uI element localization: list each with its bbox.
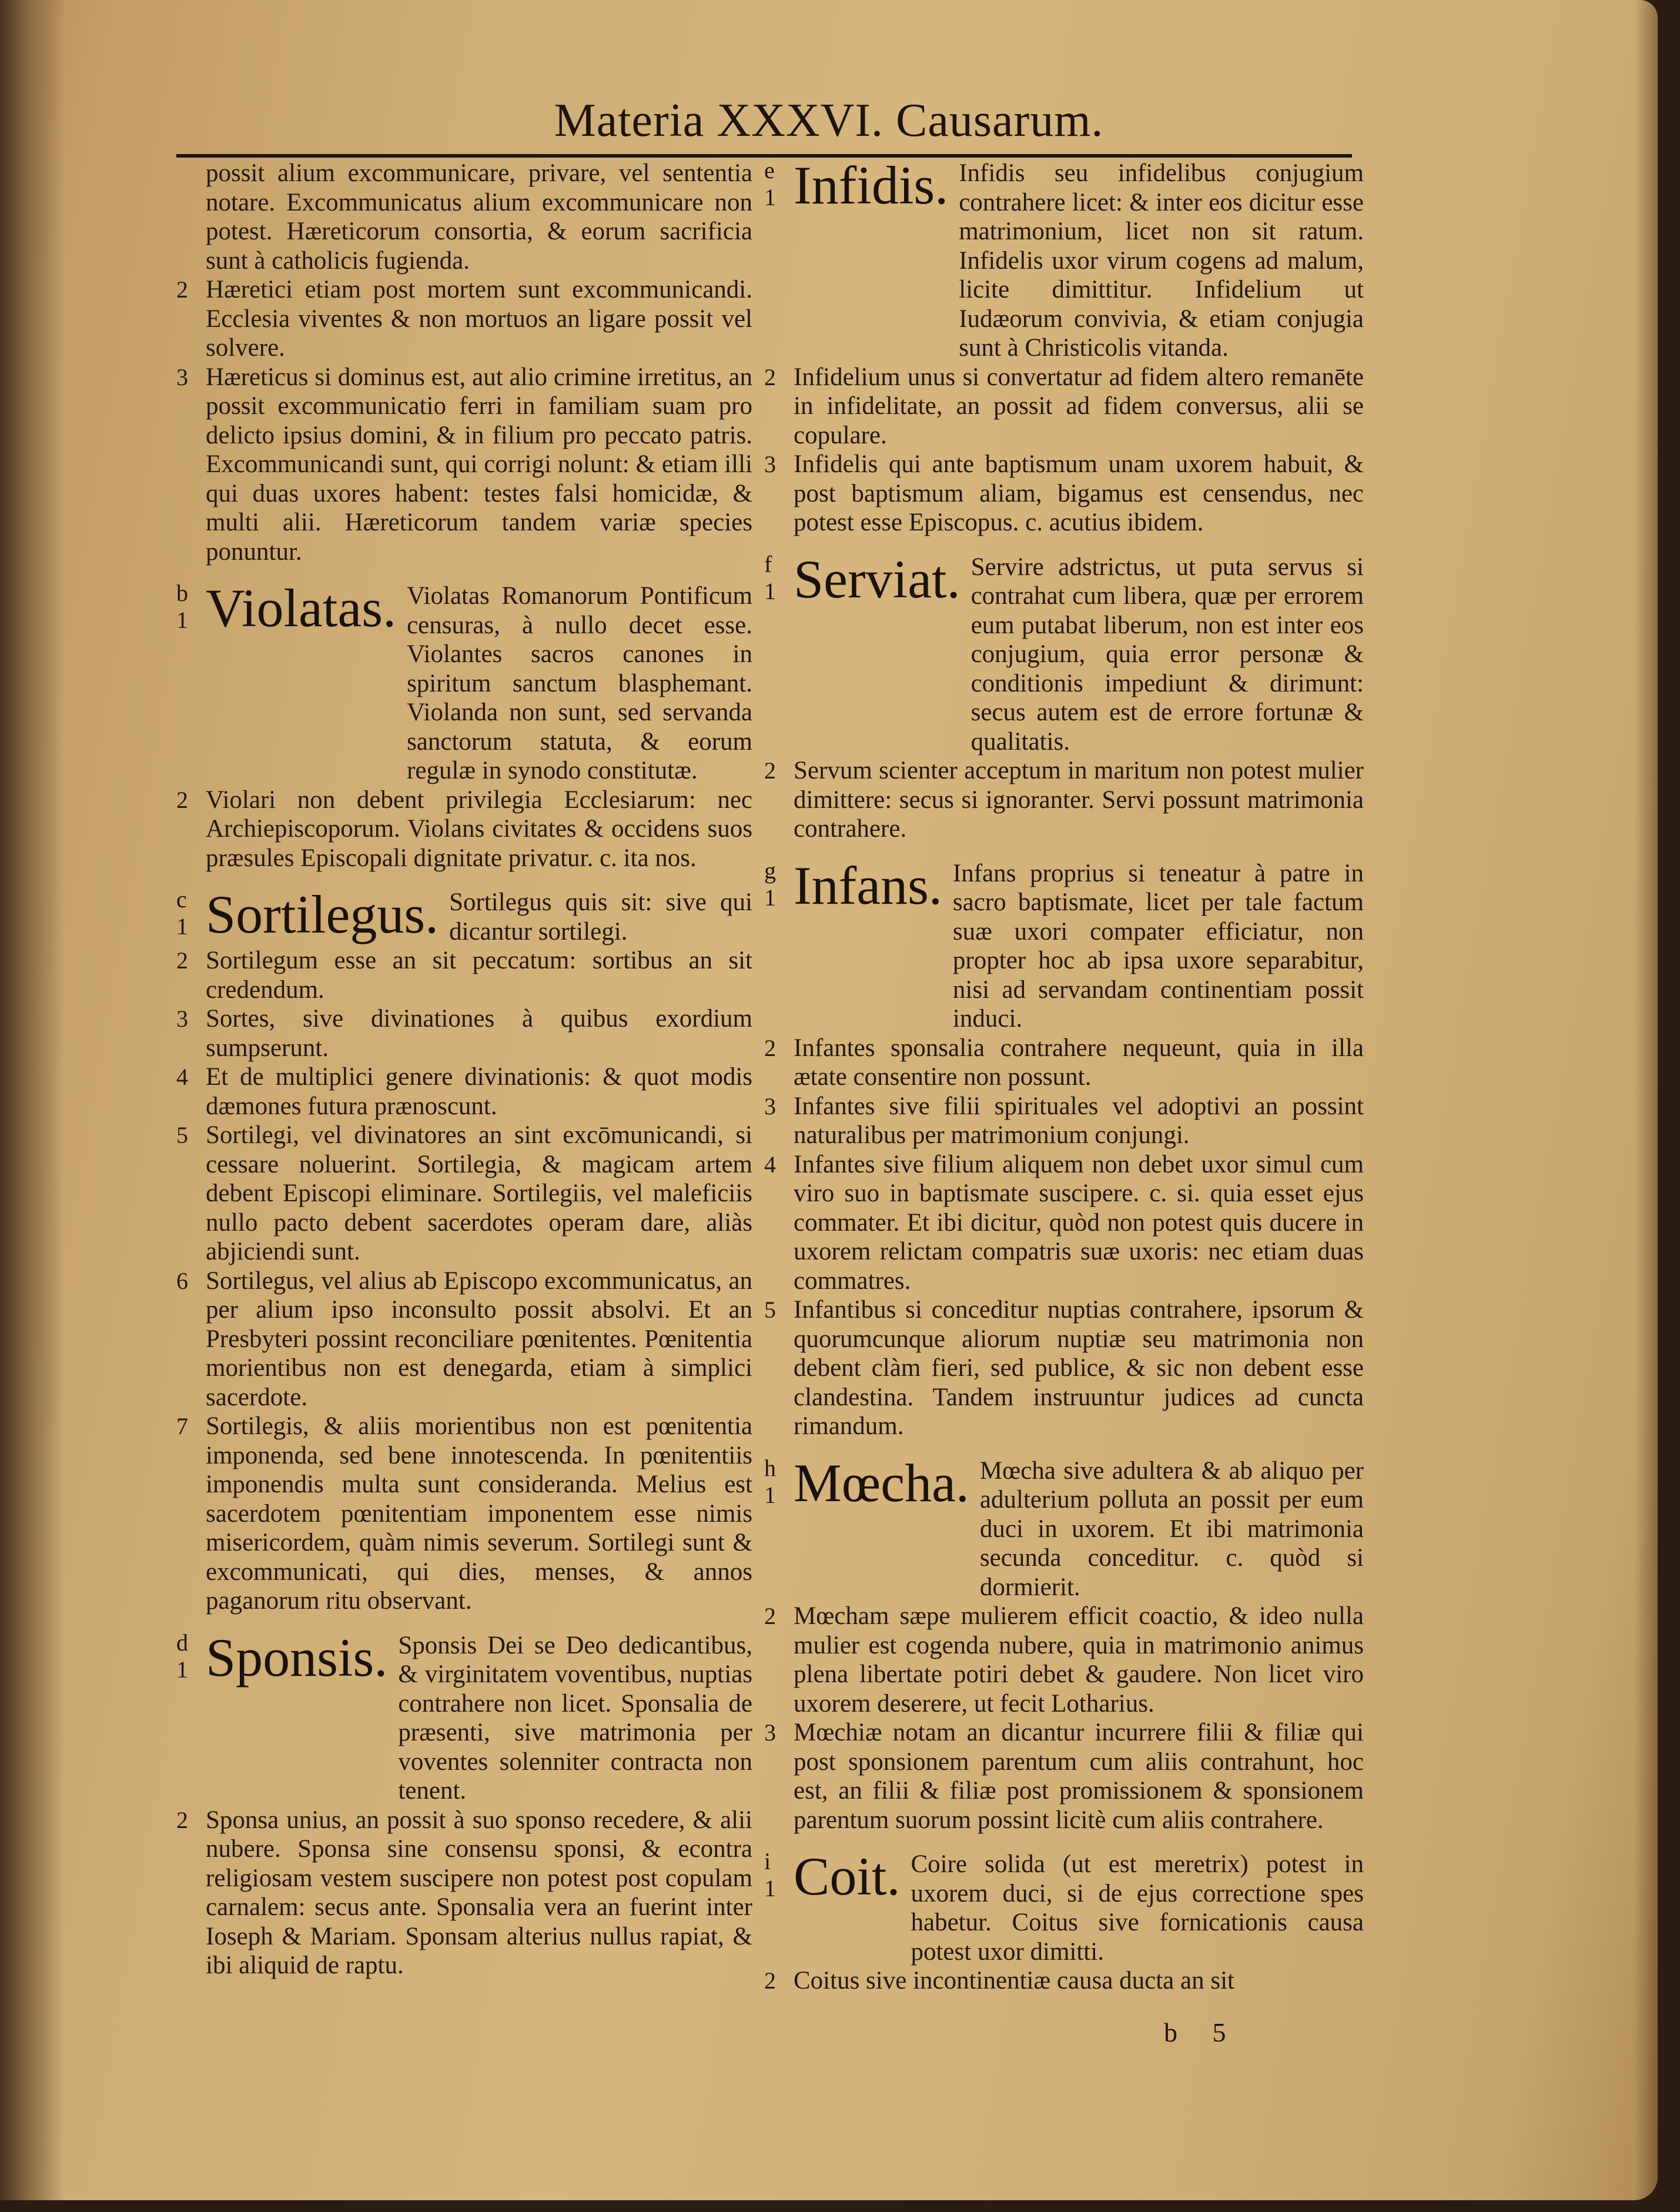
numbered-entry (176, 946, 752, 1004)
section-head (176, 884, 752, 946)
margin-marks (764, 859, 794, 910)
entry-text: Infantes sponsalia contrahere nequeunt, quia in illa ætate consentire non possunt. (794, 1034, 1364, 1091)
numbered-entry (764, 1092, 1364, 1150)
numbered-entry (176, 1806, 752, 1980)
numbered-entry (176, 1004, 752, 1062)
entry-text: Mœchiæ notam an dicantur incurrere filii & filiæ qui post sponsionem parentum cum aliis contrahunt, hoc est, an filii & filiæ post promissionem & sponsionem parentum suorum possint licitè cum aliis contrahere. (794, 1719, 1364, 1834)
numbered-entry (764, 1150, 1364, 1296)
section-intro: Sortilegus quis sit: sive qui dicantur sortilegi. (449, 888, 752, 945)
entry-text: Servum scienter acceptum in maritum non potest mulier dimittere: secus si ignoranter. Servi possunt matrimonia contrahere. (794, 757, 1364, 843)
entry-number: 4 (176, 1064, 188, 1090)
headword: Infidis. (794, 155, 949, 215)
page-edge (1634, 0, 1658, 2200)
numbered-entry (764, 1602, 1364, 1718)
entry-text: Hæreticus si dominus est, aut alio crimine irretitus, an possit excommunicatio ferri in familiam suam pro delicto ipsius domini, & in filium pro peccato patris. Excommunicandi sunt, qui corrigi nolunt: & etiam illi qui duas uxores habent: testes falsi homicidæ, & multi alii. Hæreticorum tandem variæ species ponuntur. (206, 363, 752, 566)
section-head (176, 578, 752, 786)
entry-number: 5 (764, 1297, 776, 1323)
numbered-entry (764, 450, 1364, 537)
gloss-section (764, 155, 1364, 537)
gloss-section (764, 1846, 1364, 1996)
entry-text: Sortilegus, vel alius ab Episcopo excommunicatus, an per alium ipso inconsulto possit absolvi. Et an Presbyteri possint reconciliare pœnitentes. Pœnitentia morientibus non est denegarda, etiam à simplici sacerdote. (206, 1267, 752, 1411)
margin-marks (176, 888, 206, 938)
entry-text: Violari non debent privilegia Ecclesiarum: nec Archiepiscoporum. Violans civitates & occidens suos præsules Episcopali dignitate privatur. c. ita nos. (206, 786, 752, 872)
item-number-one: 1 (764, 1481, 776, 1508)
section-intro: Infidis seu infidelibus conjugium contrahere licet: & inter eos dicitur esse matrimonium, licet non sit ratum. Infidelis uxor virum cogens ad malum, licite dimittitur. Infidelium ut Iudæorum convivia, & etiam conjugia sunt à Christicolis vitanda. (959, 159, 1364, 362)
entry-number: 2 (176, 786, 188, 813)
section-letter: h (764, 1454, 776, 1481)
item-number-one: 1 (176, 1656, 188, 1683)
entry-text: Coitus sive incontinentiæ causa ducta an sit (794, 1967, 1234, 1994)
section-intro: Mœcha sive adultera & ab aliquo per adulterium polluta an possit per eum duci in uxorem. Et ibi matrimonia secunda conceditur. c. quòd si dormierit. (979, 1456, 1364, 1601)
gloss-section (764, 855, 1364, 1441)
right-column (764, 155, 1364, 1996)
entry-number: 7 (176, 1413, 188, 1439)
section-head (176, 1627, 752, 1806)
section-head (764, 155, 1364, 363)
section-letter: f (764, 550, 772, 577)
section-letter: d (176, 1629, 188, 1656)
entry-text: possit alium excommunicare, privare, vel sententia notare. Excommunicatus alium excommunicare non potest. Hæreticorum consortia, & eorum sacrificia sunt à catholicis fugienda. (206, 159, 752, 275)
numbered-entry (176, 363, 752, 567)
numbered-entry (764, 1718, 1364, 1835)
item-number-one: 1 (764, 577, 776, 604)
entry-text: Infantes sive filii spirituales vel adoptivi an possint naturalibus per matrimonium conjungi. (794, 1092, 1364, 1149)
headword: Mœcha. (794, 1452, 969, 1513)
headword: Sponsis. (206, 1627, 388, 1688)
entry-text: Sponsa unius, an possit à suo sponso recedere, & alii nubere. Sponsa sine consensu sponsi, & econtra religiosam vestem suscipere non potest post copulam carnalem: secus ante. Sponsalia vera an fuerint inter Ioseph & Mariam. Sponsam alterius nullus rapiat, & ibi aliquid de raptu. (206, 1806, 752, 1979)
margin-marks (764, 159, 794, 209)
margin-marks (176, 582, 206, 632)
numbered-entry (764, 1034, 1364, 1092)
numbered-entry (176, 786, 752, 873)
numbered-entry (764, 363, 1364, 450)
entry-number: 2 (176, 947, 188, 974)
gloss-section (176, 159, 752, 566)
entry-text: Infidelium unus si convertatur ad fidem altero remanēte in infidelitate, an possit ad fidem conversus, alii se copulare. (794, 363, 1364, 449)
numbered-entry (176, 159, 752, 275)
margin-marks (764, 1456, 794, 1507)
entry-text: Infantibus si conceditur nuptias contrahere, ipsorum & quorumcunque aliorum nuptiæ seu matrimonia non debent clàm fieri, sed publice, & sic non debent esse clandestina. Tandem instruuntur judices ad cuncta rimandum. (794, 1296, 1364, 1440)
gloss-section (176, 578, 752, 873)
entry-number: 2 (764, 757, 776, 784)
entry-number: 2 (764, 1967, 776, 1994)
item-number-one: 1 (764, 1875, 776, 1902)
entry-number: 3 (176, 1005, 188, 1032)
headword: Violatas. (206, 578, 397, 638)
entry-number: 2 (764, 1603, 776, 1629)
section-letter: c (176, 886, 187, 913)
margin-marks (764, 1850, 794, 1900)
entry-number: 6 (176, 1267, 188, 1294)
entry-number: 5 (176, 1122, 188, 1148)
entry-number: 3 (176, 363, 188, 390)
numbered-entry (176, 1062, 752, 1121)
entry-number: 3 (764, 1092, 776, 1120)
section-letter: e (764, 157, 775, 183)
running-head: Materia XXXVI. Causarum. (554, 95, 1104, 146)
margin-marks (176, 1631, 206, 1682)
section-head (764, 1452, 1364, 1602)
left-column (176, 159, 752, 1980)
section-head (764, 1846, 1364, 1966)
headword: Sortilegus. (206, 884, 439, 944)
section-intro: Infans proprius si teneatur à patre in sacro baptismate, licet per tale factum suæ uxori compater efficiatur, non propter hoc ab ipsa uxore separabitur, nisi ad servandam continentiam possit induci. (952, 859, 1364, 1033)
entry-text: Et de multiplici genere divinationis: & quot modis dæmones futura prænoscunt. (206, 1063, 752, 1120)
entry-text: Infantes sive filium aliquem non debet uxor simul cum viro suo in baptismate suscipere. c. si. quia esset ejus commater. Et ibi dicitur, quòd non potest quis ducere in uxorem relictam compatris suæ uxoris: nec etiam duas commatres. (794, 1150, 1364, 1295)
entry-number: 2 (764, 1034, 776, 1061)
numbered-entry (764, 1966, 1364, 1996)
entry-number: 3 (764, 1719, 776, 1746)
section-head (764, 855, 1364, 1034)
numbered-entry (176, 275, 752, 363)
numbered-entry (764, 1295, 1364, 1441)
entry-number: 4 (764, 1151, 776, 1178)
numbered-entry (764, 756, 1364, 844)
entry-number: 2 (176, 276, 188, 303)
numbered-entry (176, 1267, 752, 1412)
margin-marks (764, 550, 794, 604)
entry-number: 2 (176, 1806, 188, 1833)
headword: Serviat. (794, 549, 961, 609)
entry-text: Hæretici etiam post mortem sunt excommunicandi. Ecclesia viventes & non mortuos an ligare possit vel solvere. (206, 276, 752, 362)
section-intro: Sponsis Dei se Deo dedicantibus, & virginitatem voventibus, nuptias contrahere non licet. Sponsalia de præsenti, sive matrimonia per voventes solenniter contracta non tenent. (398, 1631, 752, 1805)
item-number-one: 1 (176, 607, 188, 633)
entry-text: Sortilegis, & aliis morientibus non est pœnitentia imponenda, sed bene innotescenda. In pœnitentiis imponendis multa sunt consideranda. Melius est sacerdotem pœnitentiam imponentem esse nimis misericordem, quàm nimis severum. Sortilegi sunt & excommunicati, qui dies, menses, & annos paganorum ritu observant. (206, 1412, 752, 1615)
item-number-one: 1 (764, 884, 776, 911)
section-intro: Servire adstrictus, ut puta servus si contrahat cum libera, quæ per errorem eum putabat liberum, non est inter eos conjugium, quia error personæ & conditionis impediunt & dirimunt: secus autem est de errore fortunæ & qualitatis. (970, 553, 1364, 756)
section-intro: Coire solida (ut est meretrix) potest in uxorem duci, si de ejus correctione spes habetur. Coitus sive fornicationis causa potest uxor dimitti. (911, 1850, 1364, 1966)
item-number-one: 1 (764, 184, 776, 210)
section-head (764, 549, 1364, 757)
numbered-entry (176, 1412, 752, 1616)
section-letter: i (764, 1848, 771, 1874)
numbered-entry (176, 1121, 752, 1267)
section-intro: Violatas Romanorum Pontificum censuras, à nullo decet esse. Violantes sacros canones in spiritum sanctum blasphemant. Violanda non sunt, sed servanda sanctorum statuta, & eorum regulæ in synodo constitutæ. (407, 582, 752, 784)
entry-number: 3 (764, 451, 776, 477)
entry-text: Sortes, sive divinationes à quibus exordium sumpserunt. (206, 1005, 752, 1062)
entry-text: Sortilegi, vel divinatores an sint excōmunicandi, si cessare noluerint. Sortilegia, & magicam artem debent Episcopi eliminare. Sortilegiis, vel maleficiis nullo pacto debent sacerdotes operam dare, aliàs abjiciendi sunt. (206, 1121, 752, 1265)
gloss-section (176, 1627, 752, 1980)
entry-text: Mœcham sæpe mulierem efficit coactio, & ideo nulla mulier est cogenda nubere, quia in matrimonio animus plena libertate potiri debet & gaudere. Non licet viro uxorem deserere, ut fecit Lotharius. (794, 1602, 1364, 1718)
gloss-section (176, 884, 752, 1616)
entry-text: Sortilegum esse an sit peccatum: sortibus an sit credendum. (206, 947, 752, 1004)
entry-text: Infidelis qui ante baptismum unam uxorem habuit, & post baptismum aliam, bigamus est censendus, nec potest esse Episcopus. c. acutius ibidem. (794, 450, 1364, 536)
headword: Infans. (794, 855, 942, 915)
gloss-section (764, 1452, 1364, 1835)
item-number-one: 1 (176, 913, 188, 940)
section-letter: g (764, 857, 776, 884)
section-letter: b (176, 580, 188, 606)
signature-mark: b 5 (1164, 2017, 1240, 2047)
binding-gutter (0, 0, 65, 2200)
gloss-section (764, 549, 1364, 844)
headword: Coit. (794, 1846, 901, 1906)
entry-number: 2 (764, 363, 776, 390)
